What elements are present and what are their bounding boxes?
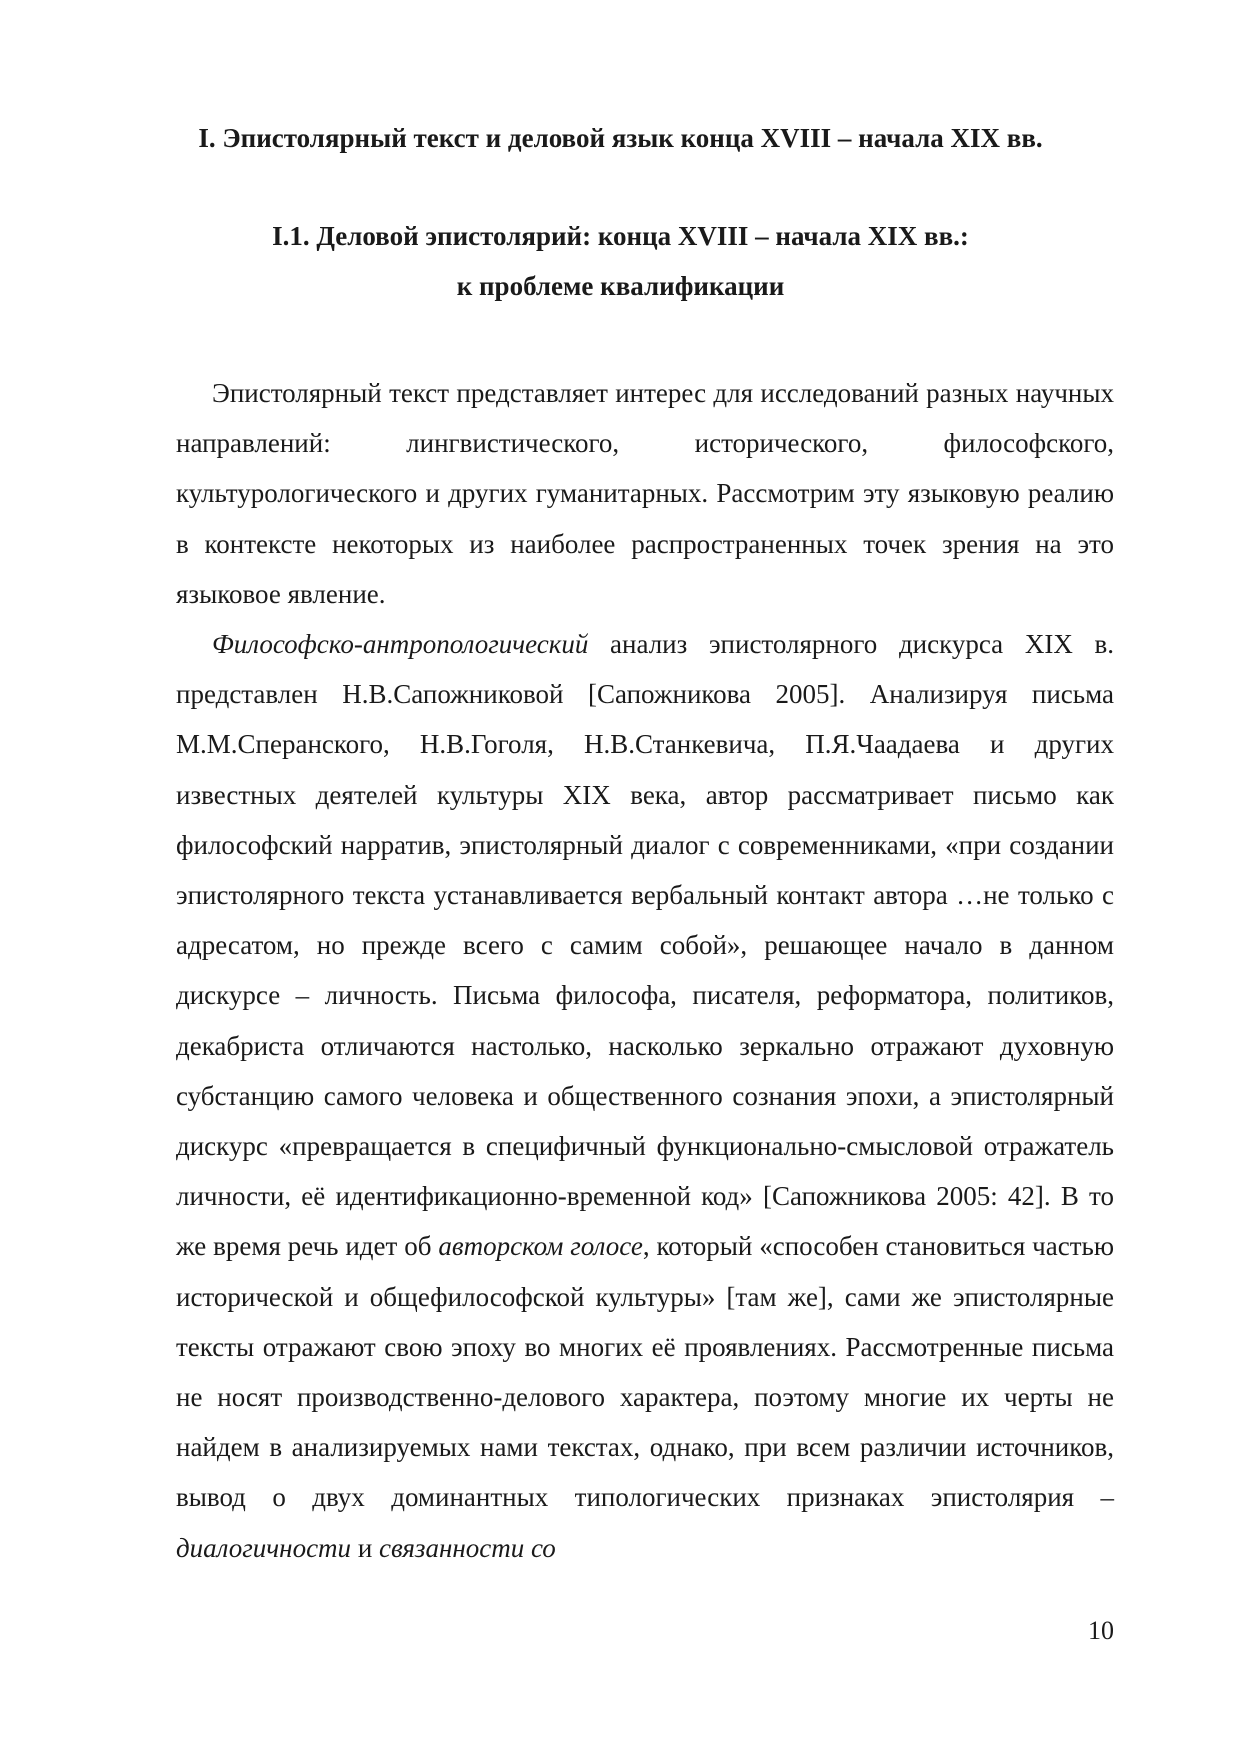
italic-term-dialogicity: диалогичности (176, 1532, 352, 1563)
italic-term-connectedness: связанности со (379, 1532, 556, 1563)
italic-term-philosophical-anthropological: Философско-антропологический (212, 629, 589, 660)
paragraph-2-text-3: и (351, 1532, 380, 1563)
paragraph-2-text-1: анализ эпистолярного дискурса XIX в. представлен Н.В.Сапожниковой [Сапожникова 2005]. Анализируя письма М.М.Сперанского, Н.В.Гоголя, Н.В.Станкевича, П.Я.Чаадаева и других известных деятелей культуры XIX века, автор рассматривает письмо как философский нарратив, эпистолярный диалог с современниками, «при создании эпистолярного текста устанавливается вербальный контакт автора …не только с адресатом, но прежде всего с самим собой», решающее начало в данном дискурсе – личность. Письма философа, писателя, реформатора, политиков, декабриста отличаются настолько, насколько зеркально отражают духовную субстанцию самого человека и общественного сознания эпохи, а эпистолярный дискурс «превращается в специфичный функционально-смысловой отражатель личности, её идентификационно-временной код» [Сапожникова 2005: 42]. В то же время речь идет об (176, 629, 1114, 1262)
paragraph-2-text-2: , который «способен становиться частью исторической и общефилософской культуры» [там же], сами же эпистолярные тексты отражают свою эпоху во многих её проявлениях. Рассмотренные письма не носят производственно-делового характера, поэтому многие их черты не найдем в анализируемых нами текстах, однако, при всем различии источников, вывод о двух доминантных типологических признаках эпистолярия – (176, 1231, 1114, 1513)
italic-term-authorial-voice: авторском голосе (438, 1231, 643, 1262)
paragraph-1: Эпистолярный текст представляет интерес для исследований разных научных направлений: лингвистического, исторического, философского, культурологического и других гуманитарных. Рассмотрим эту языковую реалию в контексте некоторых из наиболее распространенных точек зрения на это языковое явление. (176, 378, 1114, 609)
paragraph-2 (176, 619, 1114, 1573)
section-title-line-1: I.1. Деловой эпистолярий: конца XVIII – начала XIX вв.: (272, 221, 969, 251)
body-text (176, 368, 1114, 1573)
chapter-title: I. Эпистолярный текст и деловой язык конца XVIII – начала XIX вв. (198, 123, 1043, 153)
page-number: 10 (1088, 1616, 1114, 1645)
section-title-line-2: к проблеме квалификации (456, 271, 785, 301)
